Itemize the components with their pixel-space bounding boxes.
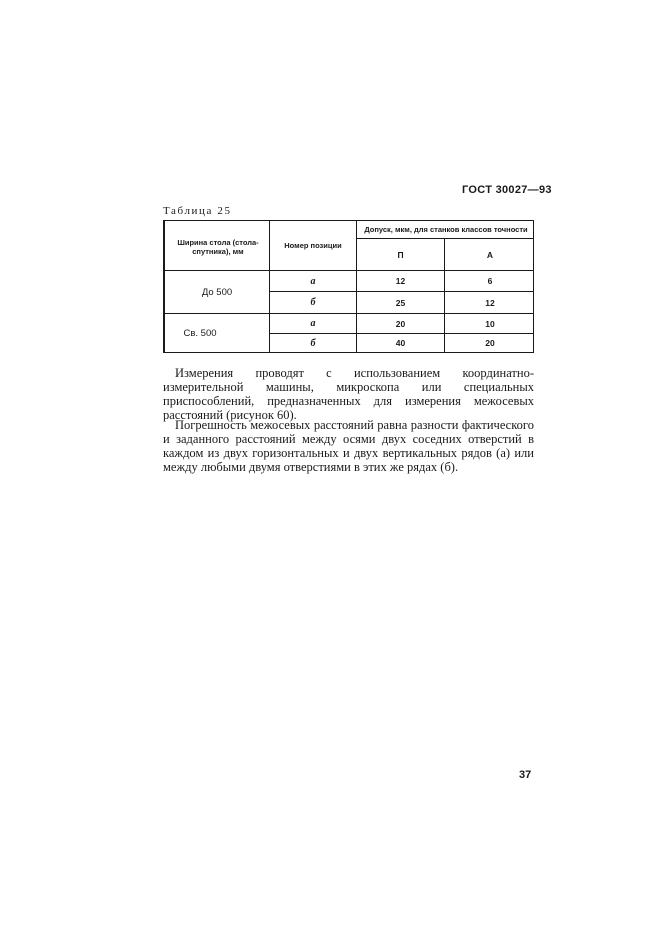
- paragraph-error-definition: Погрешность межосевых расстояний равна разности фактического и заданного расстояний между осями двух соседних отверстий в каждом из двух горизонтальных и двух вертикальных рядов (а) или между любыми двумя отверстиями в этих же рядах (б).: [163, 418, 534, 474]
- table-cell-position: б: [310, 297, 316, 308]
- table-cell-tolerance-p: 20: [395, 318, 406, 329]
- table-cell-position: а: [310, 275, 316, 287]
- table-caption: Таблица 25: [163, 205, 232, 217]
- table-cell-tolerance-a: 10: [485, 318, 495, 329]
- document-code: ГОСТ 30027—93: [462, 184, 552, 196]
- table-cell-tolerance-p: 40: [395, 338, 406, 348]
- row-width-over-500: Св. 500: [183, 327, 217, 339]
- page-number: 37: [519, 769, 532, 781]
- header-position-number: Номер позиции: [284, 241, 342, 250]
- paragraph-measurement-method: Измерения проводят с использованием координатно-измерительной машины, микроскопа или специальных приспособлений, предназначенных для измерения межосевых расстояний (рисунок 60).: [163, 366, 534, 422]
- header-class-a: А: [486, 249, 494, 260]
- tolerance-table: [163, 220, 534, 353]
- table-cell-position: а: [310, 318, 316, 329]
- table-cell-tolerance-a: 6: [487, 276, 493, 286]
- row-width-upto-500: До 500: [201, 286, 233, 298]
- header-class-p: П: [397, 249, 404, 260]
- header-table-width: Ширина стола (стола-спутника), мм: [177, 238, 259, 256]
- table-cell-position: б: [310, 337, 316, 349]
- header-tolerance: Допуск, мкм, для станков классов точности: [364, 225, 528, 234]
- table-cell-tolerance-a: 20: [485, 338, 495, 348]
- table-cell-tolerance-p: 25: [395, 297, 406, 308]
- table-cell-tolerance-p: 12: [395, 276, 406, 286]
- table-cell-tolerance-a: 12: [485, 297, 495, 308]
